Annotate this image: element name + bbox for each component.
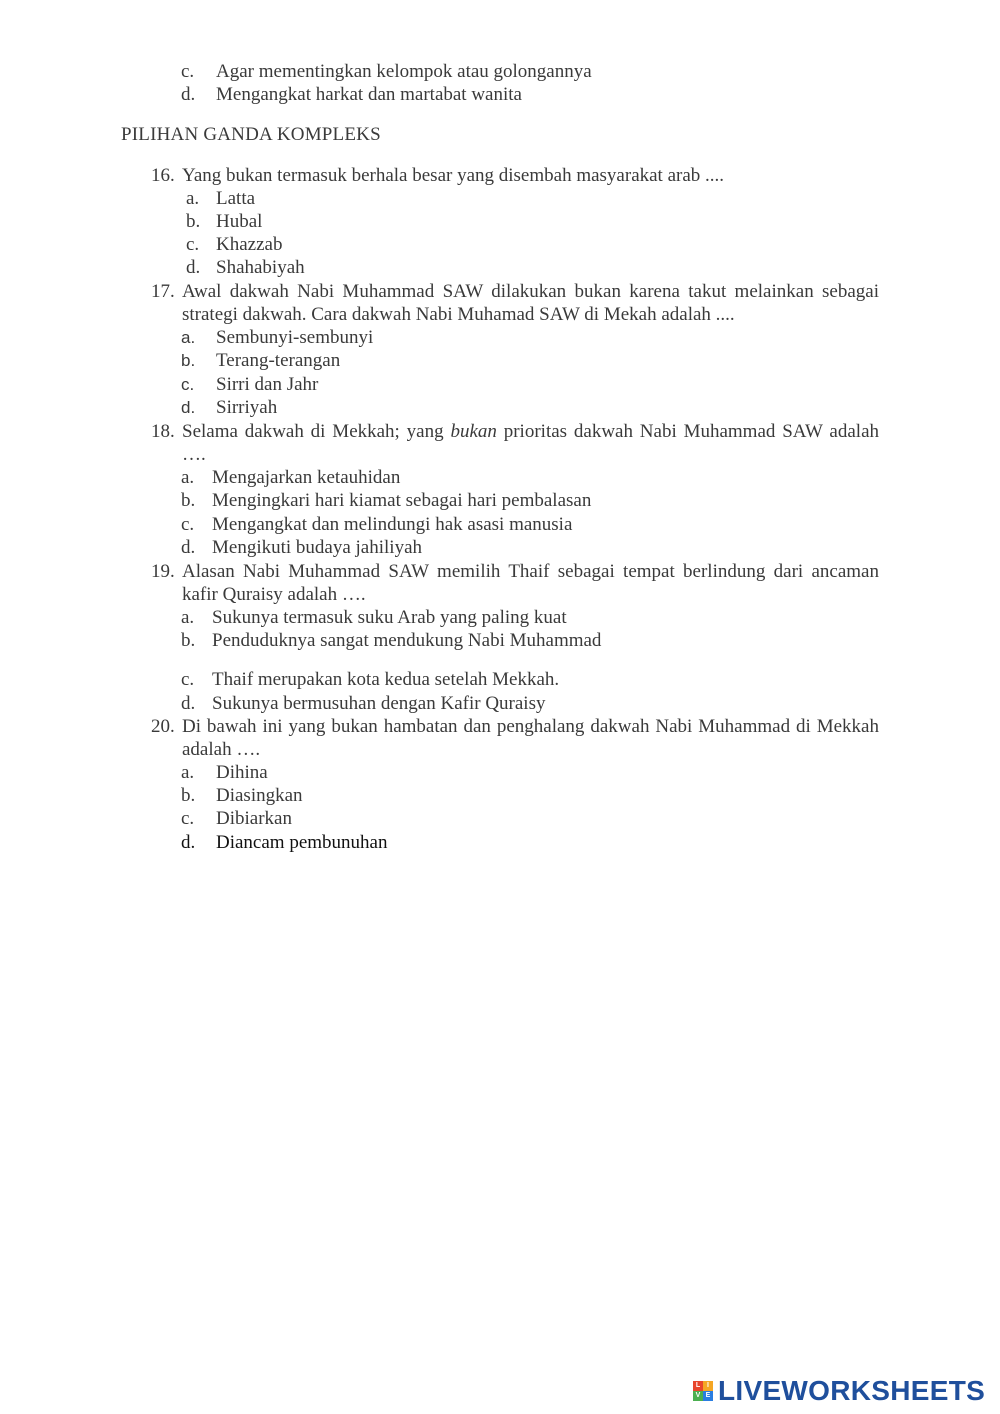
question-number: 18. <box>151 421 175 442</box>
option-text: Terang-terangan <box>216 350 341 371</box>
option-letter: b. <box>181 351 196 370</box>
question-text-part: Selama dakwah di Mekkah; yang <box>182 421 451 442</box>
option-letter: d. <box>186 257 201 278</box>
option-text: Sirriyah <box>216 397 278 418</box>
question-number: 17. <box>151 281 175 302</box>
option-text: Dihina <box>216 762 268 783</box>
option-text: Mengangkat harkat dan martabat wanita <box>216 84 522 105</box>
logo-tile: I <box>703 1381 713 1391</box>
option-letter: c. <box>181 808 195 829</box>
option-letter: d. <box>181 693 196 714</box>
option-letter: b. <box>181 630 196 651</box>
question-text-part: prioritas dakwah Nabi Muhammad SAW adalah …. <box>182 421 880 465</box>
option-letter: b. <box>186 211 201 232</box>
option-text: Mengingkari hari kiamat sebagai hari pembalasan <box>212 490 592 511</box>
option-letter: b. <box>181 785 196 806</box>
option-letter: c. <box>181 514 195 535</box>
option-text: Penduduknya sangat mendukung Nabi Muhammad <box>212 630 602 651</box>
question-number: 19. <box>151 561 175 582</box>
option-text: Agar mementingkan kelompok atau golongannya <box>216 61 592 82</box>
question-text: Di bawah ini yang bukan hambatan dan penghalang dakwah Nabi Muhammad di Mekkah adalah …. <box>182 716 879 760</box>
option-letter: d. <box>181 84 196 105</box>
option-letter: a. <box>186 188 200 209</box>
question-text: Awal dakwah Nabi Muhammad SAW dilakukan bukan karena takut melainkan sebagai strategi dakwah. Cara dakwah Nabi Muhamad SAW di Mekah adalah .... <box>182 281 879 325</box>
option-letter: b. <box>181 490 196 511</box>
option-letter: d. <box>181 537 196 558</box>
option-letter: a. <box>181 467 195 488</box>
option-letter: c. <box>186 234 200 255</box>
option-letter: a. <box>181 328 196 347</box>
option-text: Shahabiyah <box>216 257 305 278</box>
question-text <box>182 420 879 466</box>
option-text: Mengikuti budaya jahiliyah <box>212 537 423 558</box>
option-text: Hubal <box>216 211 263 232</box>
question-number: 20. <box>151 716 175 737</box>
question-text: Alasan Nabi Muhammad SAW memilih Thaif sebagai tempat berlindung dari ancaman kafir Quraisy adalah …. <box>182 561 879 605</box>
logo-tile: E <box>703 1391 713 1401</box>
option-letter: d. <box>181 832 196 853</box>
logo-tile: V <box>693 1391 703 1401</box>
question-text-emphasis: bukan <box>450 421 497 442</box>
question-text: Yang bukan termasuk berhala besar yang disembah masyarakat arab .... <box>182 165 725 186</box>
option-text: Mengajarkan ketauhidan <box>212 467 401 488</box>
option-text: Sirri dan Jahr <box>216 374 319 395</box>
logo-tile: L <box>693 1381 703 1391</box>
option-letter: d. <box>181 398 196 417</box>
option-letter: c. <box>181 669 195 690</box>
option-text: Dibiarkan <box>216 808 292 829</box>
option-text: Diancam pembunuhan <box>216 832 388 853</box>
option-text: Mengangkat dan melindungi hak asasi manusia <box>212 514 573 535</box>
option-letter: a. <box>181 762 195 783</box>
section-heading: PILIHAN GANDA KOMPLEKS <box>121 124 381 145</box>
option-text: Sukunya termasuk suku Arab yang paling kuat <box>212 607 567 628</box>
logo-text: LIVEWORKSHEETS <box>718 1375 986 1406</box>
option-text: Thaif merupakan kota kedua setelah Mekkah. <box>212 669 560 690</box>
option-text: Khazzab <box>216 234 283 255</box>
question-number: 16. <box>151 165 175 186</box>
option-text: Diasingkan <box>216 785 303 806</box>
option-text: Sukunya bermusuhan dengan Kafir Quraisy <box>212 693 546 714</box>
option-text: Sembunyi-sembunyi <box>216 327 374 348</box>
option-letter: c. <box>181 61 195 82</box>
option-letter: c. <box>181 375 195 394</box>
liveworksheets-logo <box>693 1376 985 1406</box>
option-text: Latta <box>216 188 256 209</box>
option-letter: a. <box>181 607 195 628</box>
logo-mark-icon <box>693 1381 713 1401</box>
